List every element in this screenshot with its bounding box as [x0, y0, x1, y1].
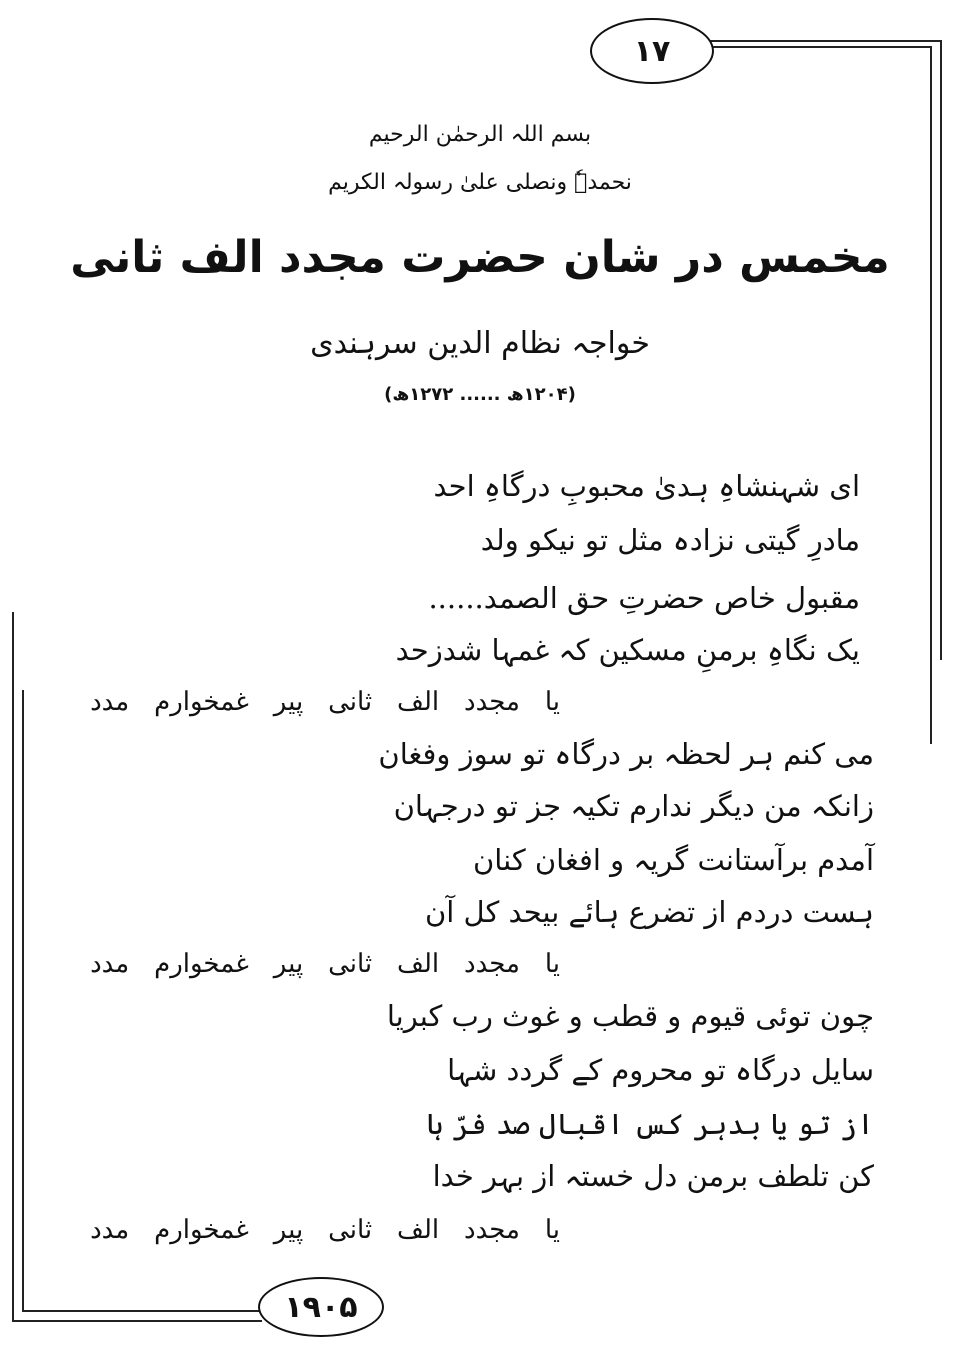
stanza-1-line-4: یک نگاہِ برمنِ مسکین کہ غمہا شدزحد: [395, 633, 860, 667]
refrain-word: پیر: [273, 687, 304, 717]
stanza-2-line-3: آمدم برآستانت گریہ و افغان کنان: [472, 843, 874, 877]
refrain-word: پیر: [273, 1215, 304, 1245]
frame-left-line-inner: [22, 690, 24, 1312]
frame-left-line: [12, 612, 14, 1322]
refrain-word: الف: [397, 687, 440, 717]
refrain-word: ثانی: [328, 949, 373, 979]
stanza-1-line-2: مادرِ گیتی نزادہ مثل تو نیکو ولد: [480, 523, 860, 557]
refrain-word: مجدد: [464, 949, 520, 979]
stanza-1-line-3: مقبول خاص حضرتِ حق الصمد......: [428, 581, 860, 615]
stanza-3-line-3: از تو یا بدہر کس اقبال صد فرّ ہا: [426, 1107, 874, 1141]
frame-bottom-line: [12, 1320, 262, 1322]
refrain-word: ثانی: [328, 1215, 373, 1245]
refrain-word: ثانی: [328, 687, 373, 717]
frame-top-line-inner: [710, 46, 932, 48]
refrain-word: مدد: [90, 1215, 130, 1245]
refrain-word: الف: [397, 949, 440, 979]
stanza-3-line-4: کن تلطف برمن دل خستہ از بہر خدا: [432, 1159, 874, 1193]
refrain-word: مدد: [90, 949, 130, 979]
bottom-page-number: ۱۹۰۵: [258, 1277, 384, 1337]
refrain-word: مدد: [90, 687, 130, 717]
bismillah: بسم اللہ الرحمٰن الرحیم: [368, 122, 592, 147]
page-title: مخمس در شان حضرت مجدد الف ثانی: [70, 232, 890, 283]
refrain-word: مجدد: [464, 687, 520, 717]
stanza-3-line-2: سایل درگاہ تو محروم کے گردد شہا: [447, 1053, 874, 1087]
refrain-word: غمخوارم: [154, 1215, 249, 1245]
frame-bottom-line-inner: [22, 1310, 262, 1312]
stanza-2-line-1: می کنم ہر لحظہ بر درگاہ تو سوز وفغان: [378, 737, 874, 771]
refrain-1: [90, 682, 560, 722]
stanza-2-line-4: ہست دردم از تضرع ہائے بیحد کل آن: [424, 895, 874, 929]
refrain-2: [90, 944, 560, 984]
refrain-word: پیر: [273, 949, 304, 979]
refrain-word: یا: [544, 687, 560, 717]
refrain-word: الف: [397, 1215, 440, 1245]
refrain-word: غمخوارم: [154, 949, 249, 979]
frame-top-line: [710, 40, 942, 42]
refrain-word: یا: [544, 1215, 560, 1245]
salutation: نحمدہٗ ونصلی علیٰ رسولہ الکریم: [328, 170, 632, 195]
stanza-1-line-1: ای شہنشاہِ ہدیٰ محبوبِ درگاہِ احد: [433, 469, 860, 503]
stanza-2-line-2: زانکہ من دیگر ندارم تکیہ جز تو درجہان: [393, 789, 874, 823]
refrain-word: یا: [544, 949, 560, 979]
refrain-3: [90, 1210, 560, 1250]
author-name: خواجہ نظام الدین سرہندی: [310, 326, 650, 361]
refrain-word: غمخوارم: [154, 687, 249, 717]
author-dates: (۱۲۰۴ھ ...... ۱۲۷۲ھ): [384, 384, 576, 405]
top-page-number: ۱۷: [590, 18, 714, 84]
stanza-3-line-1: چون توئی قیوم و قطب و غوث رب کبریا: [386, 999, 874, 1033]
refrain-word: مجدد: [464, 1215, 520, 1245]
